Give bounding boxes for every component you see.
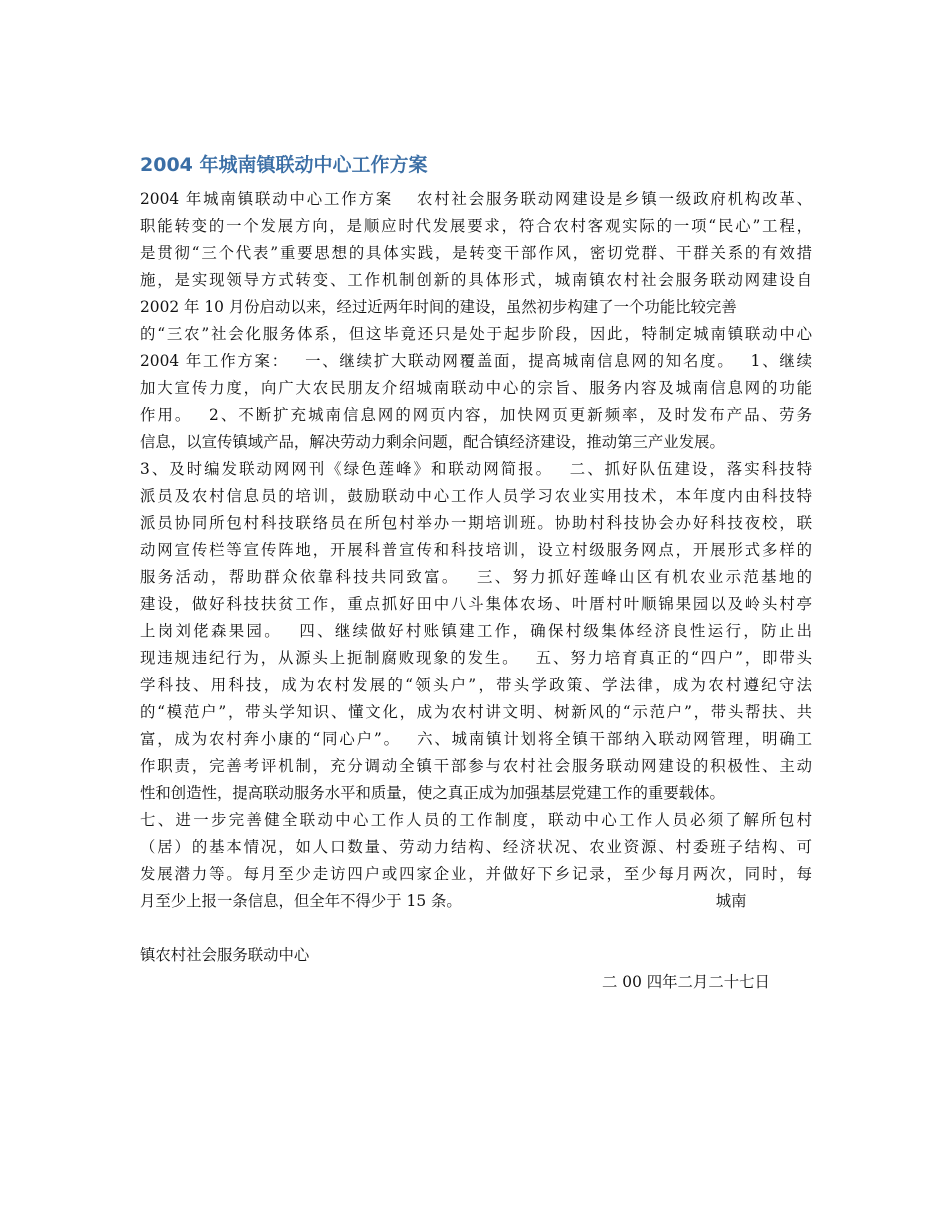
body-line: 2004 年工作方案： 一、继续扩大联动网覆盖面，提高城南信息网的知名度。 1、继续: [140, 352, 812, 370]
body-line: 服务活动，帮助群众依靠科技共同致富。 三、努力抓好莲峰山区有机农业示范基地的: [140, 568, 812, 586]
body-line: 性和创造性，提高联动服务水平和质量，使之真正成为加强基层党建工作的重要载体。: [140, 784, 725, 802]
body-line: 七、进一步完善健全联动中心工作人员的工作制度，联动中心工作人员必须了解所包村: [140, 811, 812, 829]
body-line: 派员协同所包村科技联络员在所包村举办一期培训班。协助村科技协会办好科技夜校，联: [140, 514, 812, 532]
body-line: 2004 年城南镇联动中心工作方案 农村社会服务联动网建设是乡镇一级政府机构改革、: [140, 190, 812, 208]
body-line: 派员及农村信息员的培训，鼓励联动中心工作人员学习农业实用技术，本年度内由科技特: [140, 487, 812, 505]
body-line: 职能转变的一个发展方向，是顺应时代发展要求，符合农村客观实际的一项“民心”工程，: [140, 217, 812, 235]
body-line: 信息，以宣传镇域产品，解决劳动力剩余问题，配合镇经济建设，推动第三产业发展。: [140, 433, 725, 451]
signoff-line: [140, 915, 812, 991]
body-line: 2002 年 10 月份启动以来，经过近两年时间的建设，虽然初步构建了一个功能比较完善: [140, 298, 737, 316]
document-body: [140, 186, 812, 991]
body-line: （居）的基本情况，如人口数量、劳动力结构、经济状况、农业资源、村委班子结构、可: [140, 838, 812, 856]
signoff-organization: 镇农村社会服务联动中心: [140, 946, 310, 964]
document-title: 2004 年城南镇联动中心工作方案: [140, 154, 428, 176]
body-line: 上岗刘佬森果园。 四、继续做好村账镇建工作，确保村级集体经济良性运行，防止出: [140, 622, 812, 640]
body-line: 富，成为农村奔小康的“同心户”。 六、城南镇计划将全镇干部纳入联动网管理，明确工: [140, 730, 812, 748]
body-line: 月至少上报一条信息，但全年不得少于 15 条。 城南: [140, 892, 747, 910]
signoff-date: 二 00 四年二月二十七日: [602, 973, 770, 991]
body-line: 建设，做好科技扶贫工作，重点抓好田中八斗集体农场、叶厝村叶顺锦果园以及岭头村亭: [140, 595, 812, 613]
body-line: 3、及时编发联动网网刊《绿色莲峰》和联动网简报。 二、抓好队伍建设，落实科技特: [140, 460, 812, 478]
body-line: 加大宣传力度，向广大农民朋友介绍城南联动中心的宗旨、服务内容及城南信息网的功能: [140, 379, 812, 397]
body-line: 是贯彻“三个代表”重要思想的具体实践，是转变干部作风，密切党群、干群关系的有效措: [140, 244, 812, 262]
body-line: 发展潜力等。每月至少走访四户或四家企业，并做好下乡记录，至少每月两次，同时，每: [140, 865, 812, 883]
body-line: 的“三农”社会化服务体系，但这毕竟还只是处于起步阶段，因此，特制定城南镇联动中心: [140, 325, 812, 343]
body-line: 施，是实现领导方式转变、工作机制创新的具体形式，城南镇农村社会服务联动网建设自: [140, 271, 812, 289]
body-line: 现违规违纪行为，从源头上扼制腐败现象的发生。 五、努力培育真正的“四户”，即带头: [140, 649, 812, 667]
body-line: 的“模范户”，带头学知识、懂文化，成为农村讲文明、树新风的“示范户”，带头帮扶、共: [140, 703, 812, 721]
body-line: 作职责，完善考评机制，充分调动全镇干部参与农村社会服务联动网建设的积极性、主动: [140, 757, 812, 775]
body-line: 动网宣传栏等宣传阵地，开展科普宣传和科技培训，设立村级服务网点，开展形式多样的: [140, 541, 812, 559]
body-line: 学科技、用科技，成为农村发展的“领头户”，带头学政策、学法律，成为农村遵纪守法: [140, 676, 812, 694]
body-line: 作用。 2、不断扩充城南信息网的网页内容，加快网页更新频率，及时发布产品、劳务: [140, 406, 812, 424]
